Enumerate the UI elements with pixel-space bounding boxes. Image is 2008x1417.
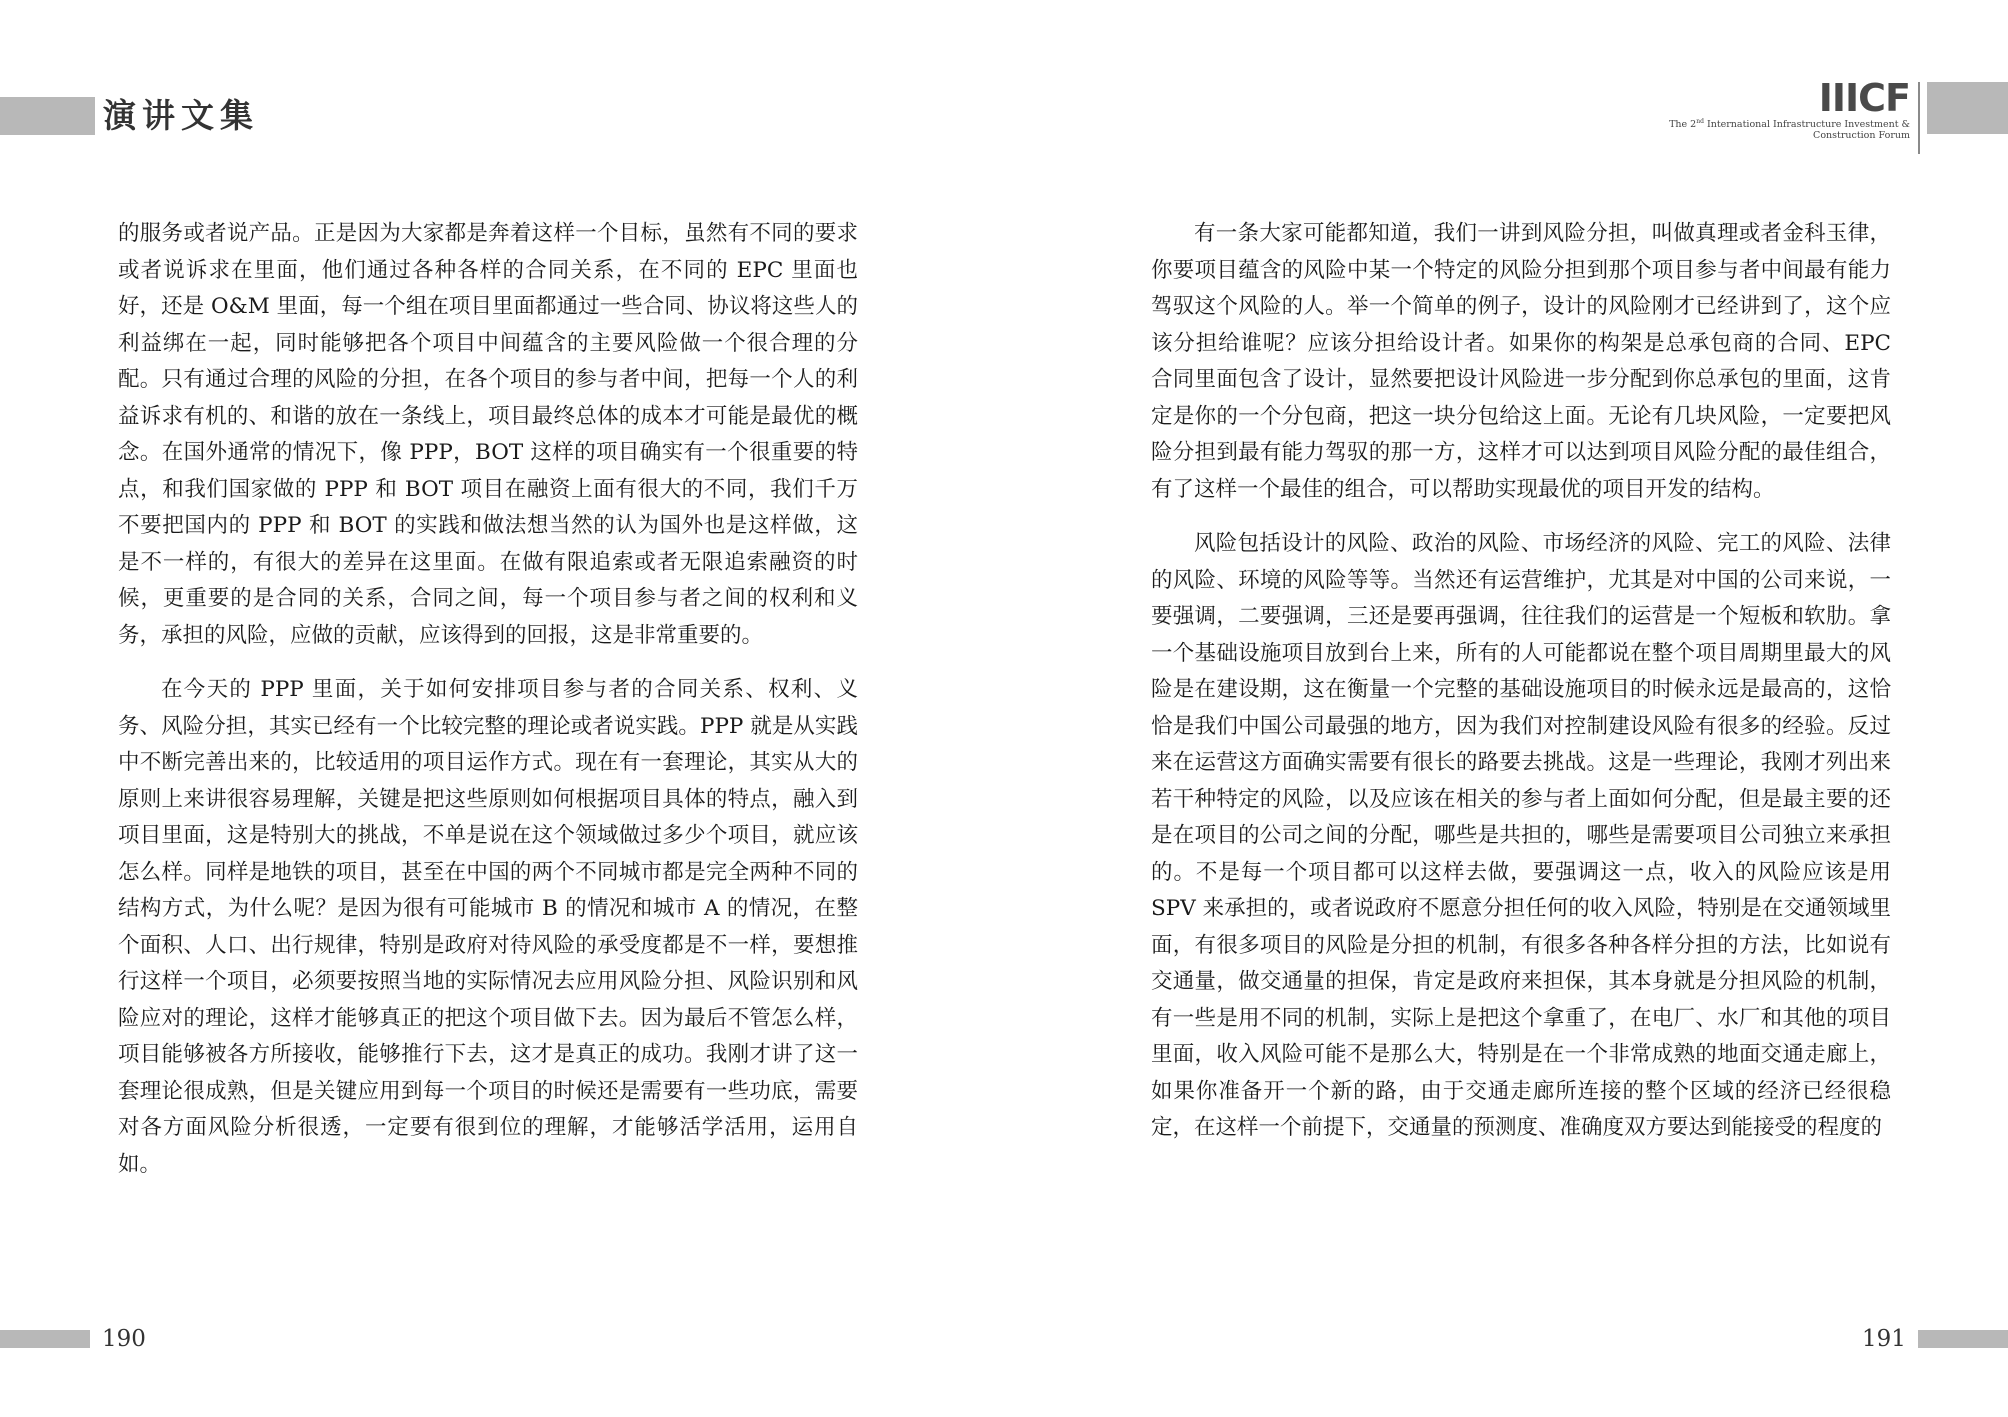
forum-name-line1-rest: International Infrastructure Investment & [1703,119,1910,131]
brand-divider [1918,82,1920,154]
section-title: 演讲文集 [95,92,275,140]
left-paragraph-1: 的服务或者说产品。正是因为大家都是奔着这样一个目标，虽然有不同的要求或者说诉求在里面，他们通过各种各样的合同关系，在不同的 EPC 里面也好，还是 O&M 里面，每一个组在项目里面都通过一些合同、协议将这些人的利益绑在一起，同时能够把各个项目中间蕴含的主要风险做一个很合理的分配。只有通过合理的风险的分担，在各个项目的参与者中间，把每一个人的利益诉求有机的、和谐的放在一条线上，项目最终总体的成本才可能是最优的概念。在国外通常的情况下，像 PPP，BOT 这样的项目确实有一个很重要的特点，和我们国家做的 PPP 和 BOT 项目在融资上面有很大的不同，我们千万不要把国内的 PPP 和 BOT 的实践和做法想当然的认为国外也是这样做，这是不一样的，有很大的差异在这里面。在做有限追索或者无限追索融资的时候，更重要的是合同的关系，合同之间，每一个项目参与者之间的权利和义务，承担的风险，应做的贡献，应该得到的回报，这是非常重要的。 [118,221,858,648]
footer-left-bar [0,1330,90,1348]
right-paragraph-2: 风险包括设计的风险、政治的风险、市场经济的风险、完工的风险、法律的风险、环境的风险等等。当然还有运营维护，尤其是对中国的公司来说，一要强调，二要强调，三还是要再强调，往往我们的运营是一个短板和软肋。拿一个基础设施项目放到台上来，所有的人可能都说在整个项目周期里最大的风险是在建设期，这在衡量一个完整的基础设施项目的时候永远是最高的，这恰恰是我们中国公司最强的地方，因为我们对控制建设风险有很多的经验。反过来在运营这方面确实需要有很长的路要去挑战。这是一些理论，我刚才列出来若干种特定的风险，以及应该在相关的参与者上面如何分配，但是最主要的还是在项目的公司之间的分配，哪些是共担的，哪些是需要项目公司独立来承担的。不是每一个项目都可以这样去做，要强调这一点，收入的风险应该是用 SPV 来承担的，或者说政府不愿意分担任何的收入风险，特别是在交通领域里面，有很多项目的风险是分担的机制，有很多各种各样分担的方法，比如说有交通量，做交通量的担保，肯定是政府来担保，其本身就是分担风险的机制，有一些是用不同的机制，实际上是把这个拿重了，在电厂、水厂和其他的项目里面，收入风险可能不是那么大，特别是在一个非常成熟的地面交通走廊上，如果你准备开一个新的路，由于交通走廊所连接的整个区域的经济已经很稳定，在这样一个前提下，交通量的预测度、准确度双方要达到能接受的程度的 [1151,531,1891,1140]
page-number-left: 190 [102,1326,146,1352]
forum-logo: IIICF [1818,76,1910,120]
right-paragraph-1: 有一条大家可能都知道，我们一讲到风险分担，叫做真理或者金科玉律，你要项目蕴含的风险中某一个特定的风险分担到那个项目参与者中间最有能力驾驭这个风险的人。举一个简单的例子，设计的风险刚才已经讲到了，这个应该分担给谁呢？应该分担给设计者。如果你的构架是总承包商的合同、EPC 合同里面包含了设计，显然要把设计风险进一步分配到你总承包的里面，这肯定是你的一个分包商，把这一块分包给这上面。无论有几块风险，一定要把风险分担到最有能力驾驭的那一方，这样才可以达到项目风险分配的最佳组合，有了这样一个最佳的组合，可以帮助实现最优的项目开发的结构。 [1151,221,1891,502]
forum-brand [1610,76,1910,142]
forum-name-line1 [1610,116,1910,130]
header-right-bar [1927,82,2008,134]
right-page-body [1151,216,1891,1147]
footer-right-bar [1918,1330,2008,1348]
page-number-right: 191 [1862,1326,1906,1352]
forum-name-ordinal-suffix: nd [1696,118,1704,125]
forum-name-ordinal: The 2 [1669,119,1697,131]
forum-name-line2: Construction Forum [1813,130,1910,142]
left-paragraph-2: 在今天的 PPP 里面，关于如何安排项目参与者的合同关系、权利、义务、风险分担，其实已经有一个比较完整的理论或者说实践。PPP 就是从实践中不断完善出来的，比较适用的项目运作方式。现在有一套理论，其实从大的原则上来讲很容易理解，关键是把这些原则如何根据项目具体的特点，融入到项目里面，这是特别大的挑战，不单是说在这个领域做过多少个项目，就应该怎么样。同样是地铁的项目，甚至在中国的两个不同城市都是完全两种不同的结构方式，为什么呢？是因为很有可能城市 B 的情况和城市 A 的情况，在整个面积、人口、出行规律，特别是政府对待风险的承受度都是不一样，要想推行这样一个项目，必须要按照当地的实际情况去应用风险分担、风险识别和风险应对的理论，这样才能够真正的把这个项目做下去。因为最后不管怎么样，项目能够被各方所接收，能够推行下去，这才是真正的成功。我刚才讲了这一套理论很成熟，但是关键应用到每一个项目的时候还是需要有一些功底，需要对各方面风险分析很透，一定要有很到位的理解，才能够活学活用，运用自如。 [118,677,858,1177]
left-page-body [118,216,858,1183]
